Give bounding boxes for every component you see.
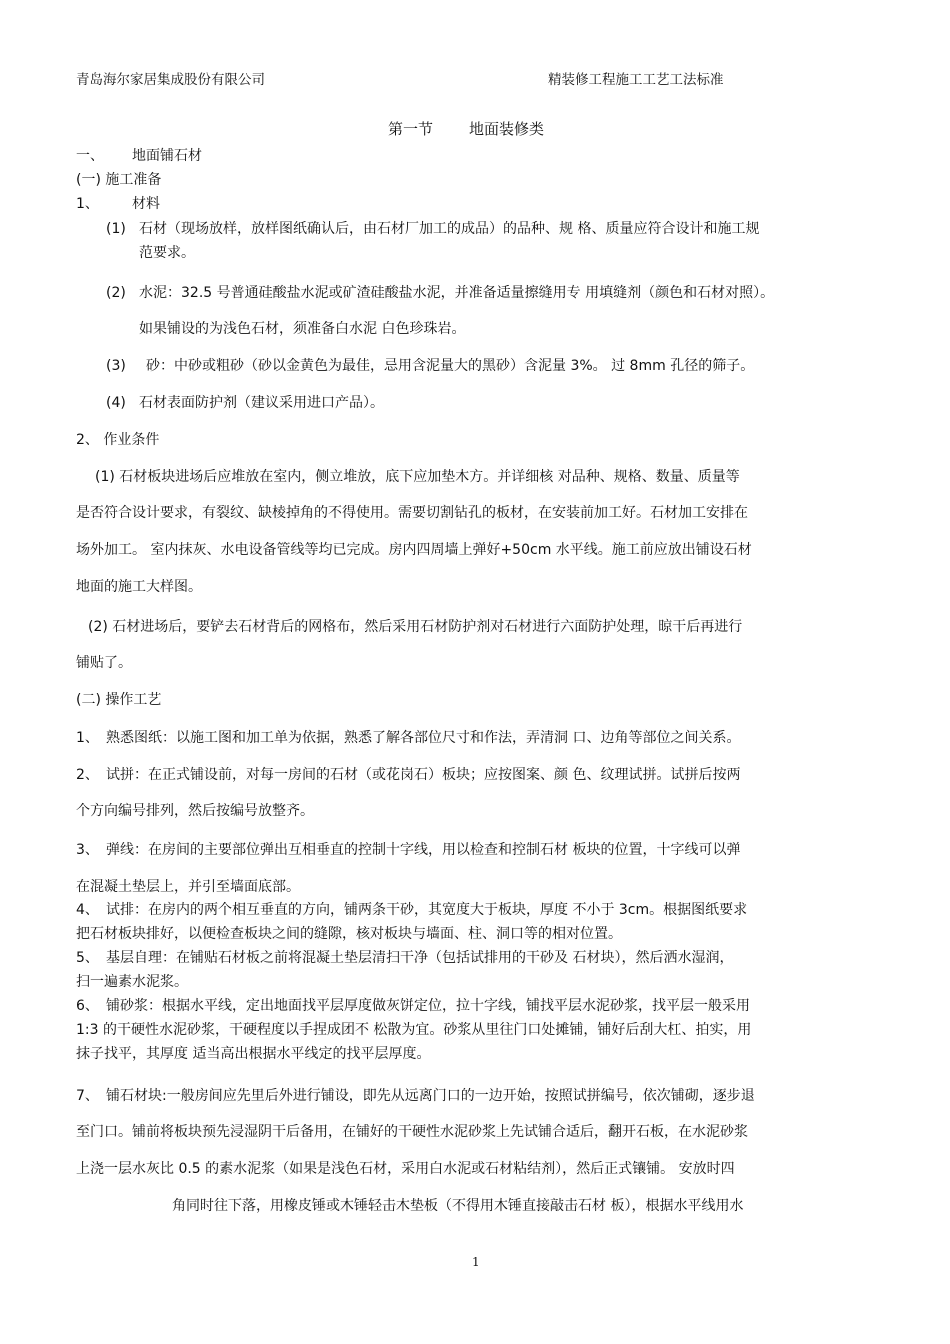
materials-num: 1、 [76, 196, 99, 212]
step-7-line-4: 角同时往下落，用橡皮锤或木锤轻击木垫板（不得用木锤直接敲击石材 板），根据水平线用水 [172, 1198, 744, 1214]
step-2-line-1: 试拼：在正式铺设前，对每一房间的石材（或花岗石）板块；应按图案、颜 色、纹理试拼。试拼后按两 [106, 767, 741, 783]
material-item-3-line-1: 砂：中砂或粗砂（砂以金黄色为最佳，忌用含泥量大的黑砂）含泥量 3%。 过 8mm 孔径的筛子。 [146, 358, 755, 374]
section-title [388, 119, 544, 139]
part-1-num: 一、 [76, 148, 104, 164]
conditions-p1-line-1: (1) 石材板块进场后应堆放在室内，侧立堆放，底下应加垫木方。并详细核 对品种、规格、数量、质量等 [95, 469, 740, 485]
step-2-num: 2、 [76, 767, 99, 783]
step-5-line-1: 基层自理：在铺贴石材板之前将混凝土垫层清扫干净（包括试排用的干砂及 石材块），然后洒水湿润， [106, 950, 734, 966]
step-5-num: 5、 [76, 950, 99, 966]
step-5-line-2: 扫一遍素水泥浆。 [76, 974, 188, 990]
step-6-line-2: 1:3 的干硬性水泥砂浆，干硬程度以手捏成团不 松散为宜。砂浆从里往门口处摊铺，铺好后刮大杠、拍实，用 [76, 1022, 752, 1038]
material-item-4-line-1: 石材表面防护剂（建议采用进口产品）。 [139, 395, 384, 411]
material-item-1-num: (1) [106, 221, 126, 237]
step-1-num: 1、 [76, 730, 99, 746]
step-6-line-1: 铺砂浆：根据水平线，定出地面找平层厚度做灰饼定位，拉十字线，铺找平层水泥砂浆，找平层一般采用 [106, 998, 750, 1014]
conditions-p1-line-2: 是否符合设计要求，有裂纹、缺棱掉角的不得使用。需要切割钻孔的板材，在安装前加工好。石材加工安排在 [76, 505, 748, 521]
step-4-num: 4、 [76, 902, 99, 918]
material-item-4-num: (4) [106, 395, 126, 411]
conditions-p2-line-1: (2) 石材进场后，要铲去石材背后的网格布，然后采用石材防护剂对石材进行六面防护处理，晾干后再进行 [88, 619, 743, 635]
conditions-heading: 2、 作业条件 [76, 432, 160, 448]
material-item-2-line-2: 如果铺设的为浅色石材，须准备白水泥 白色珍珠岩。 [139, 321, 466, 337]
process-heading: (二) 操作工艺 [76, 692, 162, 708]
header-company: 青岛海尔家居集成股份有限公司 [76, 72, 265, 88]
step-4-line-2: 把石材板块排好，以便检查板块之间的缝隙，核对板块与墙面、柱、洞口等的相对位置。 [76, 926, 622, 942]
step-6-num: 6、 [76, 998, 99, 1014]
conditions-p1-line-3: 场外加工。 室内抹灰、水电设备管线等均已完成。房内四周墙上弹好+50cm 水平线。施工前应放出铺设石材 [76, 542, 752, 558]
part-1-title: 地面铺石材 [132, 148, 202, 164]
step-7-line-1: 铺石材块:一般房间应先里后外进行铺设，即先从远离门口的一边开始，按照试拼编号，依次铺砌，逐步退 [106, 1088, 755, 1104]
step-1-line-1: 熟悉图纸：以施工图和加工单为依据，熟悉了解各部位尺寸和作法，弄清洞 口、边角等部位之间关系。 [106, 730, 741, 746]
section-name: 地面装修类 [469, 120, 545, 138]
step-3-num: 3、 [76, 842, 99, 858]
step-6-line-3: 抹子找平，其厚度 适当高出根据水平线定的找平层厚度。 [76, 1046, 431, 1062]
section-label: 第一节 [388, 120, 434, 138]
material-item-2-line-1: 水泥：32.5 号普通硅酸盐水泥或矿渣硅酸盐水泥，并准备适量擦缝用专 用填缝剂（颜色和石材对照）。 [139, 285, 775, 301]
part-1-heading [76, 146, 202, 166]
material-item-2-num: (2) [106, 285, 126, 301]
materials-title: 材料 [132, 196, 160, 212]
step-7-line-2: 至门口。铺前将板块预先浸湿阴干后备用，在铺好的干硬性水泥砂浆上先试铺合适后，翻开石板，在水泥砂浆 [76, 1124, 748, 1140]
page-number: 1 [472, 1255, 480, 1269]
step-3-line-1: 弹线：在房间的主要部位弹出互相垂直的控制十字线，用以检查和控制石材 板块的位置，十字线可以弹 [106, 842, 741, 858]
step-2-line-2: 个方向编号排列，然后按编号放整齐。 [76, 803, 314, 819]
step-4-line-1: 试排：在房内的两个相互垂直的方向，铺两条干砂，其宽度大于板块，厚度 不小于 3cm。根据图纸要求 [106, 902, 748, 918]
prep-heading: (一) 施工准备 [76, 172, 162, 188]
material-item-1-line-1: 石材（现场放样，放样图纸确认后，由石材厂加工的成品）的品种、规 格、质量应符合设计和施工规 [139, 221, 760, 237]
conditions-p2-line-2: 铺贴了。 [76, 655, 132, 671]
conditions-p1-line-4: 地面的施工大样图。 [76, 579, 202, 595]
step-7-line-3: 上浇一层水灰比 0.5 的素水泥浆（如果是浅色石材，采用白水泥或石材粘结剂），然后正式镶铺。 安放时四 [76, 1161, 735, 1177]
material-item-3-num: (3) [106, 358, 126, 374]
header-doc-title: 精装修工程施工工艺工法标准 [548, 72, 724, 88]
materials-heading [76, 194, 160, 214]
step-7-num: 7、 [76, 1088, 99, 1104]
material-item-1-line-2: 范要求。 [139, 245, 195, 261]
step-3-line-2: 在混凝土垫层上，并引至墙面底部。 [76, 879, 300, 895]
